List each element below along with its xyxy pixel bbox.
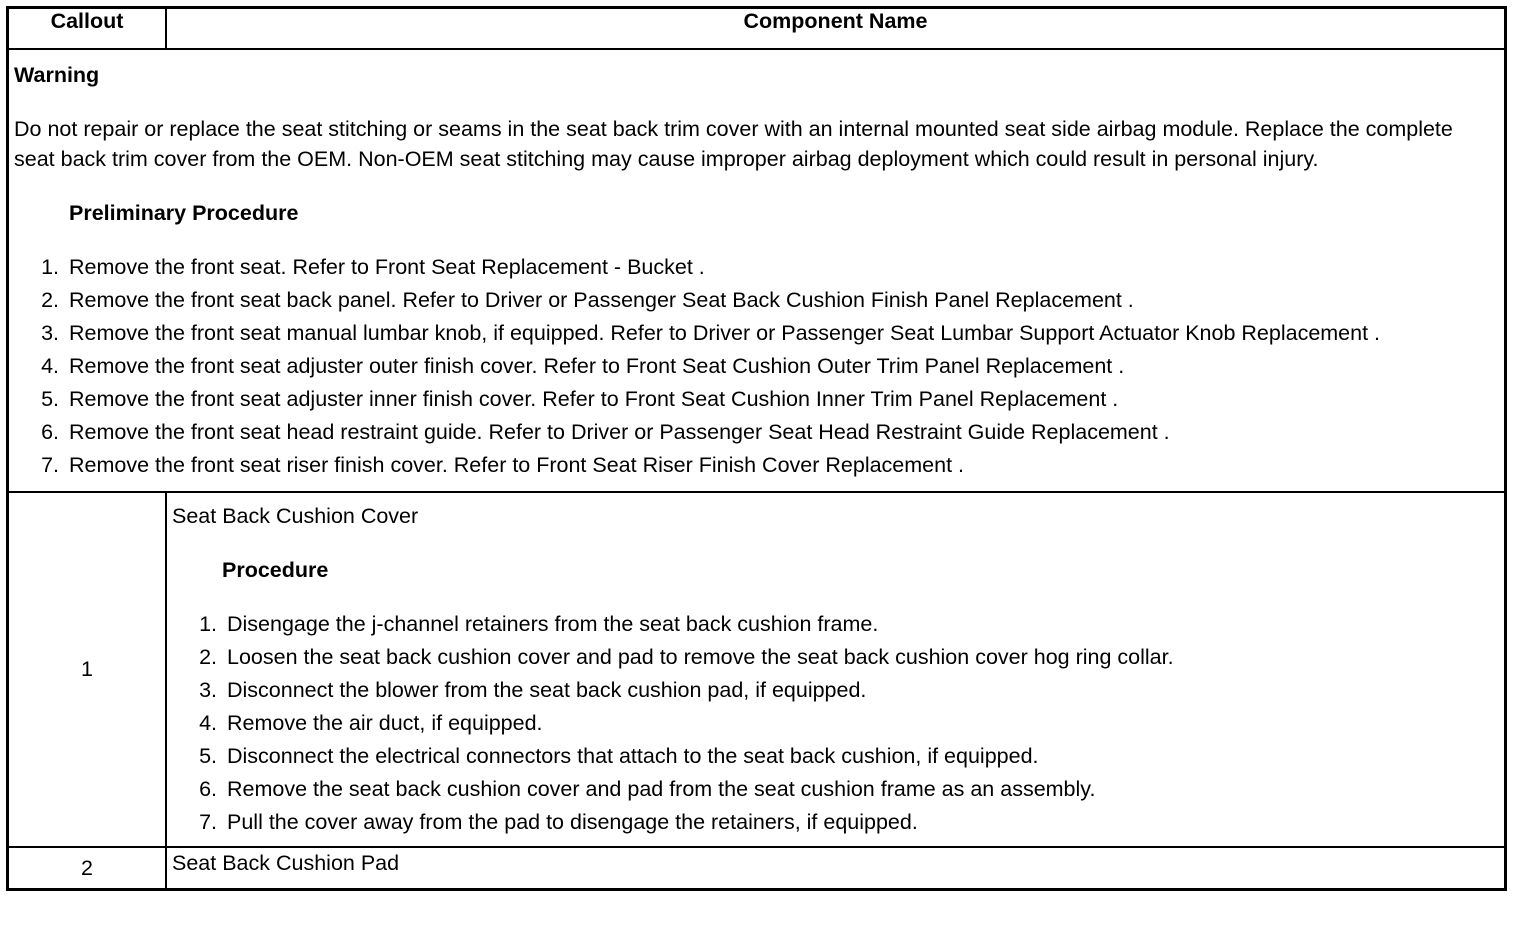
list-item xyxy=(14,318,1498,348)
step-text: Disconnect the electrical connectors that attach to the seat back cushion, if equipped. xyxy=(227,744,1039,768)
step-number: 7. xyxy=(199,810,217,834)
list-item xyxy=(172,642,1498,672)
list-item xyxy=(14,351,1498,381)
warning-title: Warning xyxy=(14,63,100,87)
warning-cell xyxy=(8,49,1506,492)
step-text: Remove the front seat adjuster outer finish cover. Refer to Front Seat Cushion Outer Trim Panel Replacement . xyxy=(69,354,1125,378)
preliminary-procedure-title: Preliminary Procedure xyxy=(69,201,299,225)
step-number: 4. xyxy=(199,711,217,735)
step-text: Disengage the j-channel retainers from the seat back cushion frame. xyxy=(227,612,879,636)
warning-text: Do not repair or replace the seat stitching or seams in the seat back trim cover with an internal mounted seat side airbag module. Replace the complete seat back trim cover from the OEM. Non-OEM seat stitching may cause improper airbag deployment which could result in personal injury. xyxy=(14,117,1453,171)
table-row xyxy=(8,847,1506,890)
component-name: Seat Back Cushion Cover xyxy=(172,504,419,528)
step-text: Remove the front seat head restraint guide. Refer to Driver or Passenger Seat Head Restraint Guide Replacement . xyxy=(69,420,1170,444)
preliminary-steps xyxy=(14,252,1498,480)
header-component-name: Component Name xyxy=(166,8,1506,50)
step-text: Remove the air duct, if equipped. xyxy=(227,711,543,735)
step-text: Remove the front seat back panel. Refer to Driver or Passenger Seat Back Cushion Finish Panel Replacement . xyxy=(69,288,1134,312)
step-number: 7. xyxy=(41,453,59,477)
procedure-steps xyxy=(172,609,1498,837)
list-item xyxy=(172,807,1498,837)
step-number: 2. xyxy=(41,288,59,312)
list-item xyxy=(172,609,1498,639)
list-item xyxy=(172,708,1498,738)
procedure-title: Procedure xyxy=(222,558,329,582)
step-text: Remove the front seat manual lumbar knob, if equipped. Refer to Driver or Passenger Seat Lumbar Support Actuator Knob Replacement . xyxy=(69,321,1381,345)
step-text: Remove the front seat riser finish cover. Refer to Front Seat Riser Finish Cover Replacement . xyxy=(69,453,965,477)
step-number: 6. xyxy=(199,777,217,801)
list-item xyxy=(14,450,1498,480)
header-callout: Callout xyxy=(8,8,167,50)
list-item xyxy=(172,675,1498,705)
warning-row xyxy=(8,49,1506,492)
step-text: Pull the cover away from the pad to disengage the retainers, if equipped. xyxy=(227,810,918,834)
component-table xyxy=(6,6,1507,891)
list-item xyxy=(14,417,1498,447)
list-item xyxy=(14,285,1498,315)
step-number: 4. xyxy=(41,354,59,378)
step-text: Remove the seat back cushion cover and pad from the seat cushion frame as an assembly. xyxy=(227,777,1096,801)
step-text: Remove the front seat adjuster inner finish cover. Refer to Front Seat Cushion Inner Trim Panel Replacement . xyxy=(69,387,1119,411)
component-name: Seat Back Cushion Pad xyxy=(166,847,1506,890)
step-number: 5. xyxy=(41,387,59,411)
header-row xyxy=(8,8,1506,50)
callout-number: 2 xyxy=(8,847,167,890)
list-item xyxy=(172,741,1498,771)
step-number: 1. xyxy=(199,612,217,636)
step-number: 6. xyxy=(41,420,59,444)
step-number: 1. xyxy=(41,255,59,279)
list-item xyxy=(14,384,1498,414)
step-number: 5. xyxy=(199,744,217,768)
table-row xyxy=(8,492,1506,847)
step-number: 3. xyxy=(199,678,217,702)
step-text: Disconnect the blower from the seat back cushion pad, if equipped. xyxy=(227,678,867,702)
list-item xyxy=(172,774,1498,804)
step-number: 3. xyxy=(41,321,59,345)
step-text: Remove the front seat. Refer to Front Seat Replacement - Bucket . xyxy=(69,255,705,279)
callout-number: 1 xyxy=(8,492,167,847)
step-number: 2. xyxy=(199,645,217,669)
component-cell xyxy=(166,492,1506,847)
list-item xyxy=(14,252,1498,282)
step-text: Loosen the seat back cushion cover and pad to remove the seat back cushion cover hog ring collar. xyxy=(227,645,1174,669)
